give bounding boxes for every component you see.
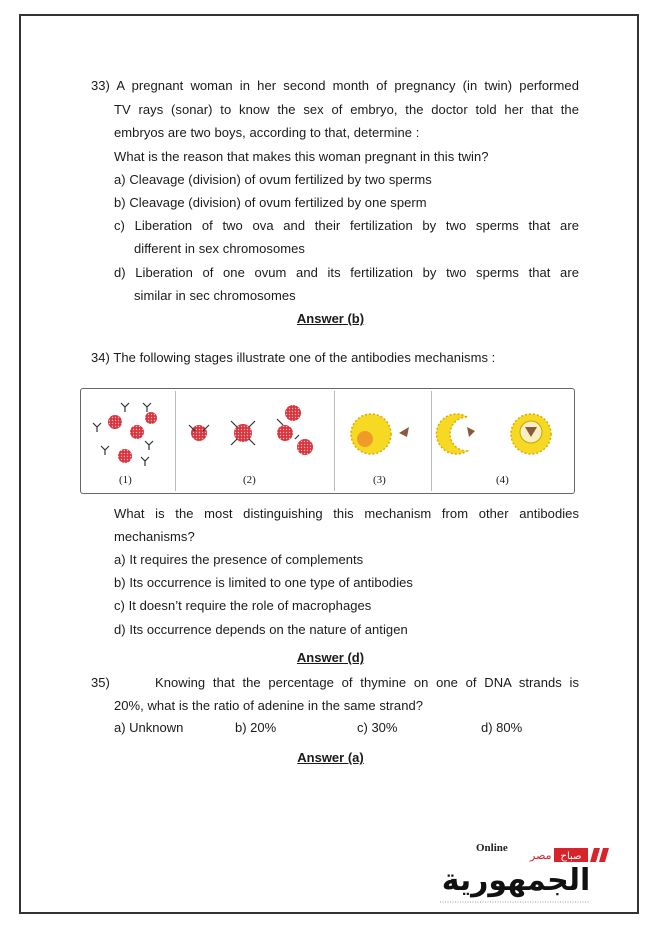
q33-stem-line-2: TV rays (sonar) to know the sex of embryo, the doctor told her that the	[114, 102, 579, 117]
stage-label-2: (2)	[243, 474, 256, 486]
q34-option-d: d) Its occurrence depends on the nature of antigen	[114, 622, 408, 637]
q33-option-c-cont: different in sex chromosomes	[134, 241, 305, 256]
q34-option-c: c) It doesn’t require the role of macrophages	[114, 598, 372, 613]
q34-question-line-2: mechanisms?	[114, 529, 195, 544]
q33-option-a: a) Cleavage (division) of ovum fertilized by two sperms	[114, 172, 432, 187]
q35-number: 35)	[91, 675, 110, 690]
q35-option-b: b) 20%	[235, 720, 277, 735]
q33-option-c: c) Liberation of two ova and their fertilization by two sperms that are	[114, 218, 579, 233]
stage-2-agglutination	[189, 405, 313, 455]
stage-3-macrophage	[351, 414, 409, 454]
q33-stem-line-4: What is the reason that makes this woman pregnant in this twin?	[114, 149, 489, 164]
stage-1-antigens	[93, 403, 157, 466]
q35-stem-line-1: Knowing that the percentage of thymine on one of DNA strands is	[155, 675, 579, 690]
logo-graphic	[420, 838, 615, 908]
q35-option-c: c) 30%	[357, 720, 398, 735]
q33-answer: Answer (b)	[296, 311, 365, 326]
q35-option-d: d) 80%	[481, 720, 523, 735]
antibody-stages-figure	[80, 388, 575, 494]
svg-text:الجمهورية: الجمهورية	[441, 863, 591, 898]
q33-option-b: b) Cleavage (division) of ovum fertilized by one sperm	[114, 195, 427, 210]
q34-stem: 34) The following stages illustrate one of the antibodies mechanisms :	[91, 350, 496, 365]
stage-4-phagocytosis	[436, 414, 551, 454]
q35-option-a: a) Unknown	[114, 720, 184, 735]
al-gomhuria-logo	[420, 838, 615, 908]
q33-option-d-cont: similar in sec chromosomes	[134, 288, 296, 303]
svg-text:مصر: مصر	[530, 849, 552, 862]
stage-label-3: (3)	[373, 474, 386, 486]
q35-stem-line-2: 20%, what is the ratio of adenine in the same strand?	[114, 698, 424, 713]
svg-text:Online: Online	[476, 842, 508, 854]
q35-answer: Answer (a)	[297, 750, 364, 765]
stage-label-4: (4)	[496, 474, 509, 486]
stage-label-1: (1)	[119, 474, 132, 486]
q33-option-d: d) Liberation of one ovum and its fertilization by two sperms that are	[114, 265, 579, 280]
svg-text:صباح: صباح	[560, 851, 582, 862]
q34-answer: Answer (d)	[296, 650, 365, 665]
q34-question-line-1: What is the most distinguishing this mechanism from other antibodies	[114, 506, 579, 521]
q33-stem-line-1: 33) A pregnant woman in her second month of pregnancy (in twin) performed	[91, 78, 579, 93]
q34-option-a: a) It requires the presence of complements	[114, 552, 364, 567]
q34-option-b: b) Its occurrence is limited to one type of antibodies	[114, 575, 413, 590]
q33-stem-line-3: embryos are two boys, according to that, determine :	[114, 125, 420, 140]
